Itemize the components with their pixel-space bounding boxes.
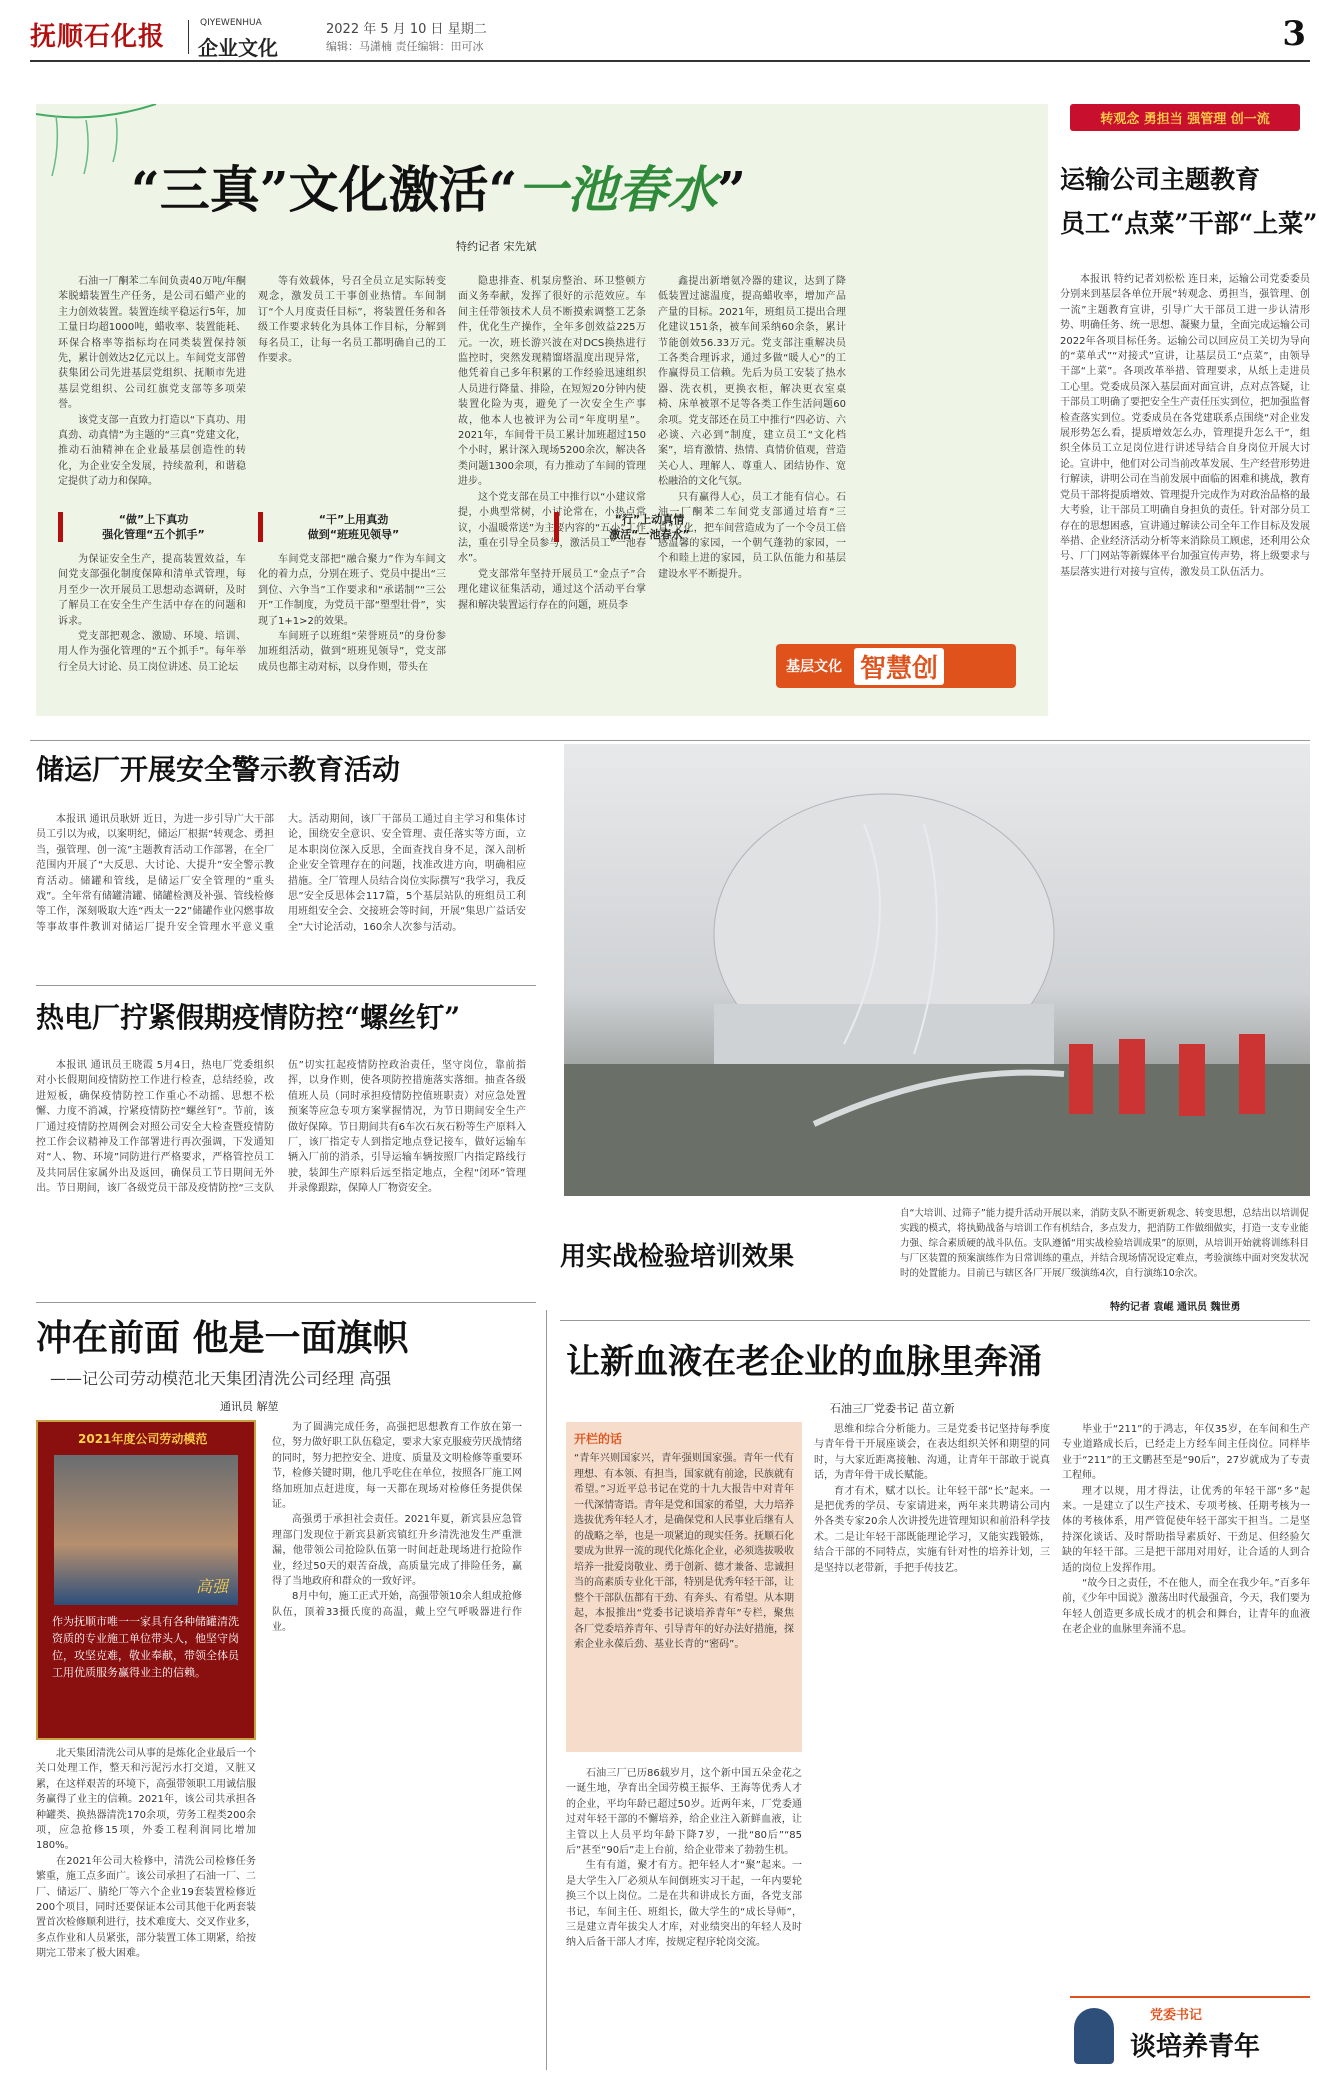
- paragraph: 党支部常年坚持开展员工“金点子”合理化建议征集活动，通过这个活动平台掌握和解决装置运行存在的问题，班员李: [458, 568, 646, 611]
- youth-byline: 石油三厂党委书记 苗立新: [830, 1402, 955, 1415]
- photo-credit: 特约记者 袁崐 通讯员 魏世勇: [1110, 1302, 1241, 1313]
- newspaper-logo: 抚顺石化报: [30, 22, 166, 52]
- paragraph: 只有赢得人心，员工才能有信心。石油一厂酮苯二车间党支部通过培育“三真”文化，把车间营造成为了一个令员工倍感温馨的家园，一个朝气蓬勃的家园，一个和睦上进的家园，员工队伍能力和基层建设水平不断提升。: [658, 491, 846, 580]
- masthead: [30, 14, 1310, 62]
- storage-body: 本报讯 通讯员耿妍 近日，为进一步引导广大干部员工引以为戒，以案明纪，储运厂根据“转观念、勇担当，强管理、创一流”主题教育活动工作部署，在全厂范围内开展了“大反思、大讨论、大提升”安全警示教育活动。储罐和管线，是储运厂安全管理的“重头戏”。全年常有储罐清罐、储罐检测及补强、管线检修等工作，深刻吸取大连“西太一22”储罐作业闪燃事故等事故事件教训对储运厂提升安全管理水平意义重大。活动期间，该厂干部员工通过自主学习和集体讨论，围绕安全意识、安全管理、责任落实等方面，立足本职岗位深入反思，全面查找自身不足，深入剖析企业安全管理存在的问题，找准改进方向，明确相应措施。全厂管理人员结合岗位实际撰写“我学习，我反思”安全反思体会117篇，5个基层站队的班组员工利用班组安全会、交接班会等时间，开展“集思广益话安全”大讨论活动，160余人次参与活动。: [36, 814, 526, 933]
- paragraph: 党支部把观念、激励、环境、培训、用人作为强化管理的“五个抓手”。每年举行全员大讨论、员工岗位讲述、员工论坛: [58, 631, 246, 673]
- person-icon: [1074, 2008, 1114, 2064]
- hero-quote: 作为抚顺市唯一一家具有各种储罐清洗资质的专业施工单位带头人，他坚守岗位，攻坚克难，敬业奉献，带领全体员工用优质服务赢得业主的信赖。: [52, 1615, 239, 1679]
- hero-byline: 通讯员 解堃: [220, 1400, 279, 1413]
- main-story-title: “三真”文化激活“一池春水”: [131, 160, 747, 219]
- fire-drill-photo: [564, 744, 1310, 1196]
- hero-title: 冲在前面 他是一面旗帜: [36, 1317, 409, 1359]
- main-story: [36, 104, 1048, 716]
- section-name: 企业文化: [198, 36, 278, 60]
- transport-title-2: 员工“点菜”干部“上菜”: [1060, 209, 1318, 238]
- issue-date: 2022 年 5 月 10 日 星期二: [326, 22, 487, 37]
- paragraph: 思维和综合分析能力。三是党委书记坚持每季度与青年骨干开展座谈会，在表达组织关怀和期望的同时，与大家近距离接触、沟通，让青年干部敢于说真话，为青年骨干成长赋能。: [814, 1424, 1050, 1482]
- paragraph: 8月中旬，施工正式开始，高强带领10余人组成抢修队伍，顶着33摄氏度的高温，戴上空气呼吸器进行作业。: [272, 1591, 522, 1634]
- paragraph: 车间党支部把“融合聚力”作为车间文化的着力点，分别在班子、党员中提出“三到位、六争当”工作要求和“承诺制”“三公开”工作制度，为党员干部“塑型壮骨”，实现了1+1>2的效果。: [258, 554, 446, 627]
- page-number: 3: [1282, 14, 1306, 54]
- paragraph: 北天集团清洗公司从事的是炼化企业最后一个关口处理工作，整天和污泥污水打交道，又脏又累，在这样艰苦的环境下，高强带领职工用诚信服务赢得了业主的信赖。2021年，该公司共承担各种罐类、换热器清洗170余项，劳务工程类200余项，应急抢修15项，外委工程利润同比增加180%。: [36, 1748, 256, 1852]
- main-byline: 特约记者 宋先斌: [456, 240, 537, 253]
- storage-title: 储运厂开展安全警示教育活动: [36, 753, 401, 786]
- thermal-body: 本报讯 通讯员王晓霞 5月4日，热电厂党委组织对小长假期间疫情防控工作进行检查，总结经验，改进短板，确保疫情防控工作重心不动摇、思想不松懈、力度不消减，拧紧疫情防控“螺丝钉”。节前，该厂通过疫情防控周例会对照公司安全大检查暨疫情防控工作会议精神及工作部署进行再次强调，下发通知对“人、物、环境”同防进行严格要求，严格管控员工及共同居住家属外出及返回，确保员工节日期间无外出。节日期间，该厂各级党员干部及疫情防控“三支队伍”切实扛起疫情防控政治责任，坚守岗位，靠前指挥，以身作则，使各项防控措施落实落细。抽查各级值班人员（同时承担疫情防控值班职责）对应急处置预案等应急专项方案掌握情况，为节日期间安全生产做好保障。节日期间共有6车次石灰石粉等生产原料入厂，该厂指定专人到指定地点登记接车，做好运输车辆入厂前的消杀，引导运输车辆按照厂内指定路线行驶，装卸生产原料后远至指定地点，全程“闭环”管理并录像跟踪，保障人厂物资安全。: [36, 1060, 526, 1195]
- subhead-1: “做”上下真功 强化管理“五个抓手”: [58, 512, 238, 542]
- paragraph: 高强勇于承担社会责任。2021年夏，新宾县应急管理部门发现位于新宾县新宾镇红升乡清洗池发生严重泄漏，他带领公司抢险队伍第一时间赶赴现场进行抢险作业，经过50天的艰苦奋战，高质量完成了排险任务，赢得了当地政府和群众的一致好评。: [272, 1514, 522, 1588]
- paragraph: 石油一厂酮苯二车间负责40万吨/年酮苯脱蜡装置生产任务，是公司石蜡产业的主力创效装置。装置连续平稳运行5年，加工量日均超1000吨，蜡收率、装置能耗、环保合格率等指标均在同类装置保持领先，累计创效达2亿元以上。车间党支部曾获集团公司先进基层党组织、抚顺市先进基层党组织、公司红旗党支部等多项荣誉。: [58, 276, 246, 411]
- paragraph: 生有有道，聚才有方。把年轻人才“聚”起来。一是大学生入厂必须从车间倒班实习干起，一年内要轮换三个以上岗位。二是在共和讲成长方面，各党支部书记，车间主任、班组长，做大学生的“成长导师”，三是建立青年拔尖人才库，对业绩突出的年轻人及时纳入后备干部人才库，按规定程序轮岗交流。: [566, 1860, 802, 1949]
- paragraph: 隐患排查、机泵房整治、环卫整顿方面义务奉献，发挥了很好的示范效应。车间主任带领技术人员不断摸索调整工艺条件，优化生产操作，全年多创效益225万元。一次，班长游兴波在对DCS换热进行监控时，突然发现精馏塔温度出现异常，他凭着自己多年积累的工作经验迅速组织人员进行降量、排险，在短短20分钟内使装置化险为夷，避免了一次安全生产事故，他本人也被评为公司“年度明星”。2021年，车间骨干员工累计加班超过150个小时，累计深入现场5200余次，解决各类问题1300余项，有力推动了车间的管理进步。: [458, 276, 646, 488]
- award-badge: 2021年度公司劳动模范: [78, 1432, 208, 1446]
- paragraph: 鑫提出新增氨冷器的建议，达到了降低装置过滤温度，提高蜡收率，增加产品产量的目标。2021年，班组员工提出合理化建议151条，被车间采纳60余条，累计节能创效56.33万元。党支部注重解决员工各类合理诉求，通过多做“暖人心”的工作赢得员工信赖。先后为员工安装了热水器、洗衣机，更换衣柜，解决更衣室桌椅、床单被罩不足等各类工作生活问题60余项。党支部还在员工中推行“四必访、六必谈、六必到”制度，建立员工“文化档案”，培育激情、热情、真情价值观，营造关心人、理解人、尊重人、团结协作、宽松融洽的文化气氛。: [658, 276, 846, 488]
- youth-badge: 党委书记 谈培养青年: [1070, 1996, 1310, 2068]
- subhead-3: “行”上动真情 激活“一池春水”: [554, 512, 734, 542]
- paragraph: 车间班子以班组“荣誉班员”的身份参加班组活动，做到“班班见领导”，党支部成员也都主动对标，以身作则，带头在: [258, 631, 446, 673]
- photo-caption: 自“大培训、过筛子”能力提升活动开展以来，消防支队不断更新观念、转变思想，总结出以培训促实践的模式，将执勤战备与培训工作有机结合，多点发力，把消防工作做细做实，打造一支专业能力强、综合素质硬的战斗队伍。支队遵循“用实战检验培训成果”的原则，从培训开始就将训练科目与厂区装置的预案演练作为日常训练的重点，并结合现场情况设定难点，考验演练中面对突发状况时的处置能力。目前已与辖区各厂开展厂级演练4次，自行演练10余次。: [900, 1208, 1309, 1279]
- paragraph: 为保证安全生产，提高装置效益，车间党支部强化制度保障和清单式管理，每月至少一次开展员工思想动态调研，及时了解员工在安全生产生活中存在的问题和诉求。: [58, 554, 246, 627]
- column-note: 开栏的话 “青年兴则国家兴，青年强则国家强。青年一代有理想、有本领、有担当，国家就有前途，民族就有希望。”习近平总书记在党的十九大报告中对青年一代深情寄语。青年是党和国家的希望，大力培养选拔优秀年轻人才，是确保党和人民事业后继有人的战略之举，也是一项紧迫的现实任务。抚顺石化要成为世界一流的现代化炼化企业，必须选拔吸收培养一批爱岗敬业、勇于创新、德才兼备、忠诚担当的高素质专业化干部，特别是优秀年轻干部，让整个干部队伍都有干劲、有奔头、有希望。从本期起，本报推出“党委书记谈培养青年”专栏，聚焦各厂党委培养青年、引导青年的好办法好措施，探索企业永葆后劲、基业长青的“密码”。: [566, 1422, 802, 1752]
- theme-tag: 转观念 勇担当 强管理 创一流: [1070, 104, 1300, 131]
- paragraph: 石油三厂已历86载岁月，这个新中国五朵金花之一诞生地，孕育出全国劳模王振华、王海等优秀人才的企业，平均年龄已超过50岁。近两年来，厂党委通过对年轻干部的不懈培养，给企业注入新鲜血液，让主管以上人员平均年龄下降7岁，一批“80后”“85后”甚至“90后”走上台前，给企业带来了勃勃生机。: [566, 1768, 802, 1857]
- youth-title: 让新血液在老企业的血脉里奔涌: [566, 1342, 1042, 1382]
- paragraph: “故今日之责任，不在他人，而全在我少年。”百多年前，《少年中国说》激荡出时代最强音，今天，我们要为年轻人创造更多成长成才的机会和舞台，让青年的血液在老企业的血脉里奔涌不息。: [1062, 1578, 1310, 1636]
- subhead-2: “干”上用真劲 做到“班班见领导”: [258, 512, 438, 542]
- paragraph: 等有效载体，号召全员立足实际转变观念，激发员工干事创业热情。车间制订“个人月度责任目标”，将装置任务和各级工作要求转化为具体工作目标，分解到每名员工，让每一名员工都明确自己的工作要求。: [258, 276, 446, 365]
- hero-subtitle: ——记公司劳动模范北天集团清洗公司经理 高强: [50, 1369, 392, 1388]
- thermal-title: 热电厂拧紧假期疫情防控“螺丝钉”: [36, 1001, 461, 1034]
- editors: 编辑：马潇楠 责任编辑：田可冰: [326, 40, 484, 53]
- hero-portrait-panel: [36, 1420, 256, 1740]
- paragraph: 育才有术，赋才以长。让年轻干部“长”起来。一是把优秀的学员、专家请进来，两年来共聘请公司内外各类专家20余人次讲授先进管理知识和前沿科学技术。二是让年轻干部既能理论学习，又能实践锻炼，结合干部的不同特点，实施有针对性的培养计划，三是坚持以老带新，手把手传技艺。: [814, 1485, 1050, 1574]
- culture-badge: 基层文化 智慧创: [776, 644, 1016, 688]
- transport-title-1: 运输公司主题教育: [1060, 165, 1261, 194]
- section-en: QIYEWENHUA: [200, 18, 262, 28]
- paragraph: 为了圆满完成任务，高强把思想教育工作放在第一位，努力做好职工队伍稳定，要求大家克服疲劳厌战情绪的同时，努力把控安全、进度、质量及文明检修等重要环节，检修关键时期，他几乎吃住在单位，按照各厂施工网络加班加点赶进度，每一天都在现场对检修任务提供保证。: [272, 1422, 522, 1511]
- tank-illustration: [564, 744, 1310, 1196]
- transport-body: 本报讯 特约记者刘松松 连日来，运输公司党委委员分别来到基层各单位开展“转观念、勇担当，强管理、创一流”主题教育宣讲，引导广大干部员工进一步认清形势、明确任务、统一思想、凝聚力量，全面完成运输公司2022年各项目标任务。运输公司以回应员工关切为导向的“菜单式”“对接式”宣讲，让基层员工“点菜”，由领导干部“上菜”。各项改革举措、管理要求，从纸上走进员工心里。党委成员深入基层面对面宣讲，点对点答疑，让干部员工明确了要把安全生产责任压实到位，把加强监督检查落实到位。党委成员在各党建联系点围绕“对企业发展形势怎么看，提质增效怎么办，管理提升怎么干”，组织全体员工立足岗位进行讲述导结合自身岗位开展大讨论。宣讲中，他们对公司当前改革发展、生产经营形势进行解读，讲明公司在当前发展中面临的困难和挑战，教育党员干部将提质增效、管理提升完成作为对政治品格的最大考验，让干部员工明确自身担负的责任。针对部分员工存在的思想困惑，宣讲通过解读公司全年工作目标及发展举措、企业经济活动分析等来消除员工顾虑，还利用公众号、厂门网站等新媒体平台加强宣传声势，将上级要求与基层落实进行对接与宣传，激发员工队伍活力。: [1060, 274, 1310, 578]
- paragraph: 该党支部一直致力打造以“下真功、用真劲、动真情”为主题的“三真”党建文化，推动石油精神在企业最基层创造性的转化，为企业安全发展，持续盈利，和谐稳定提供了动力和保障。: [58, 414, 246, 488]
- hero-portrait: 高强: [54, 1455, 238, 1605]
- paragraph: 这个党支部在员工中推行以“小建议常提，小典型常树，小讨论常在，小热点常议，小温暖常送”为主要内容的“五小”工作法，重在引导全员参与，激活员工“一池春水”。: [458, 491, 646, 565]
- paragraph: 在2021年公司大检修中，清洗公司检修任务繁重，施工点多面广。该公司承担了石油一厂、二厂、储运厂、腈纶厂等六个企业19套装置检修近200个项目，同时还要保证本公司其他干化两套装置首次检修顺利进行，技术难度大、交叉作业多，多点作业和人员紧张，部分装置工体工期紧，给按期完工带来了极大困难。: [36, 1855, 256, 1960]
- paragraph: 毕业于“211”的于鸿志，年仅35岁，在车间和生产专业道路成长后，已经走上方经车间主任岗位。同样毕业于“211”的王文鹏甚至是“90后”，27岁就成为了专责工程师。: [1062, 1424, 1310, 1482]
- transport-story: [1060, 104, 1318, 704]
- photo-caption-title: 用实战检验培训效果: [560, 1242, 795, 1272]
- paragraph: 理才以规，用才得法，让优秀的年轻干部“多”起来。一是建立了以生产技术、专项考核、任期考核为一体的考核体系，用严管促使年轻干部实干担当。二是坚持深化谈话、及时帮助指导素质好、干劲足、但经验欠缺的年轻干部。三是把干部用对用好，让合适的人到合适的岗位上发挥作用。: [1062, 1485, 1310, 1574]
